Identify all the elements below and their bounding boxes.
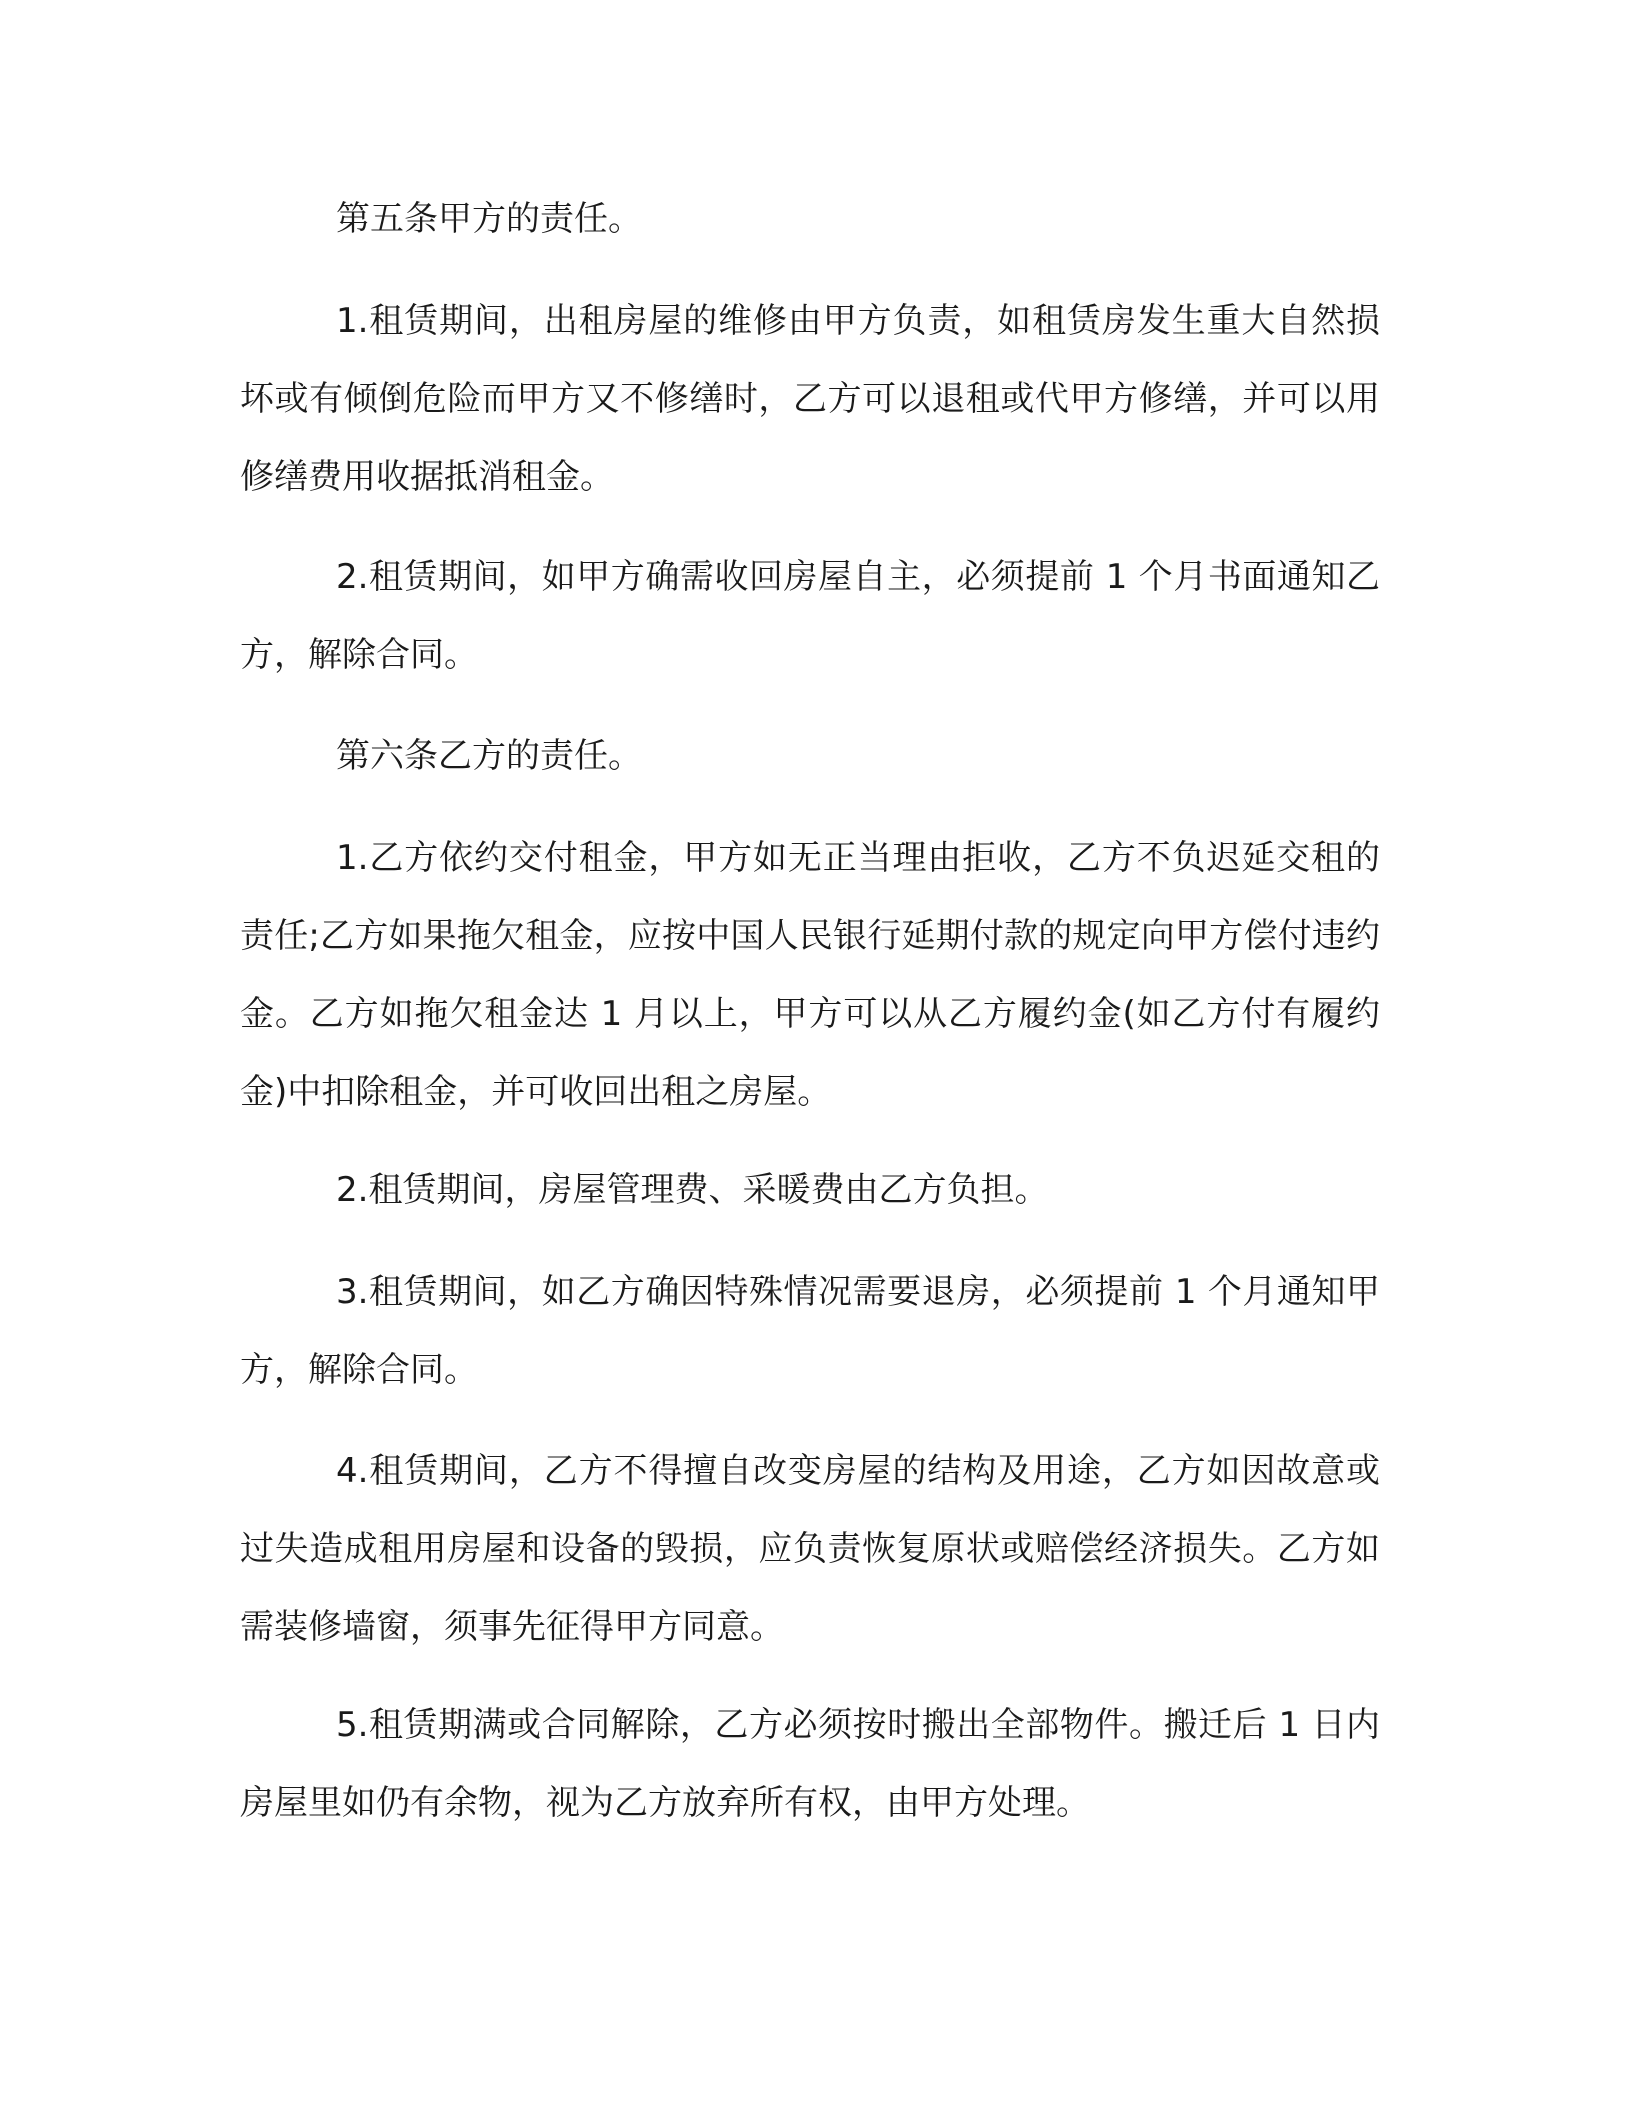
- article-6-clause-5: 5.租赁期满或合同解除，乙方必须按时搬出全部物件。搬迁后 1 日内房屋里如仍有余物，视为乙方放弃所有权，由甲方处理。: [240, 1705, 1380, 1823]
- article-6-heading: 第六条乙方的责任。: [336, 736, 642, 776]
- article-6-clause-3: 3.租赁期间，如乙方确因特殊情况需要退房，必须提前 1 个月通知甲方，解除合同。: [240, 1272, 1380, 1390]
- article-5-clause-2: 2.租赁期间，如甲方确需收回房屋自主，必须提前 1 个月书面通知乙方，解除合同。: [240, 557, 1380, 675]
- article-5-heading: 第五条甲方的责任。: [336, 199, 642, 239]
- article-6-clause-1: 1.乙方依约交付租金，甲方如无正当理由拒收，乙方不负迟延交租的责任;乙方如果拖欠租金，应按中国人民银行延期付款的规定向甲方偿付违约金。乙方如拖欠租金达 1 月以上，甲方可以从乙方履约金(如乙方付有履约金)中扣除租金，并可收回出租之房屋。: [240, 838, 1380, 1112]
- article-6-clause-4: 4.租赁期间，乙方不得擅自改变房屋的结构及用途，乙方如因故意或过失造成租用房屋和设备的毁损，应负责恢复原状或赔偿经济损失。乙方如需装修墙窗，须事先征得甲方同意。: [240, 1451, 1380, 1647]
- article-5-clause-1: 1.租赁期间，出租房屋的维修由甲方负责，如租赁房发生重大自然损坏或有倾倒危险而甲方又不修缮时，乙方可以退租或代甲方修缮，并可以用修缮费用收据抵消租金。: [240, 301, 1380, 497]
- article-6-clause-2: 2.租赁期间，房屋管理费、采暖费由乙方负担。: [336, 1170, 1049, 1210]
